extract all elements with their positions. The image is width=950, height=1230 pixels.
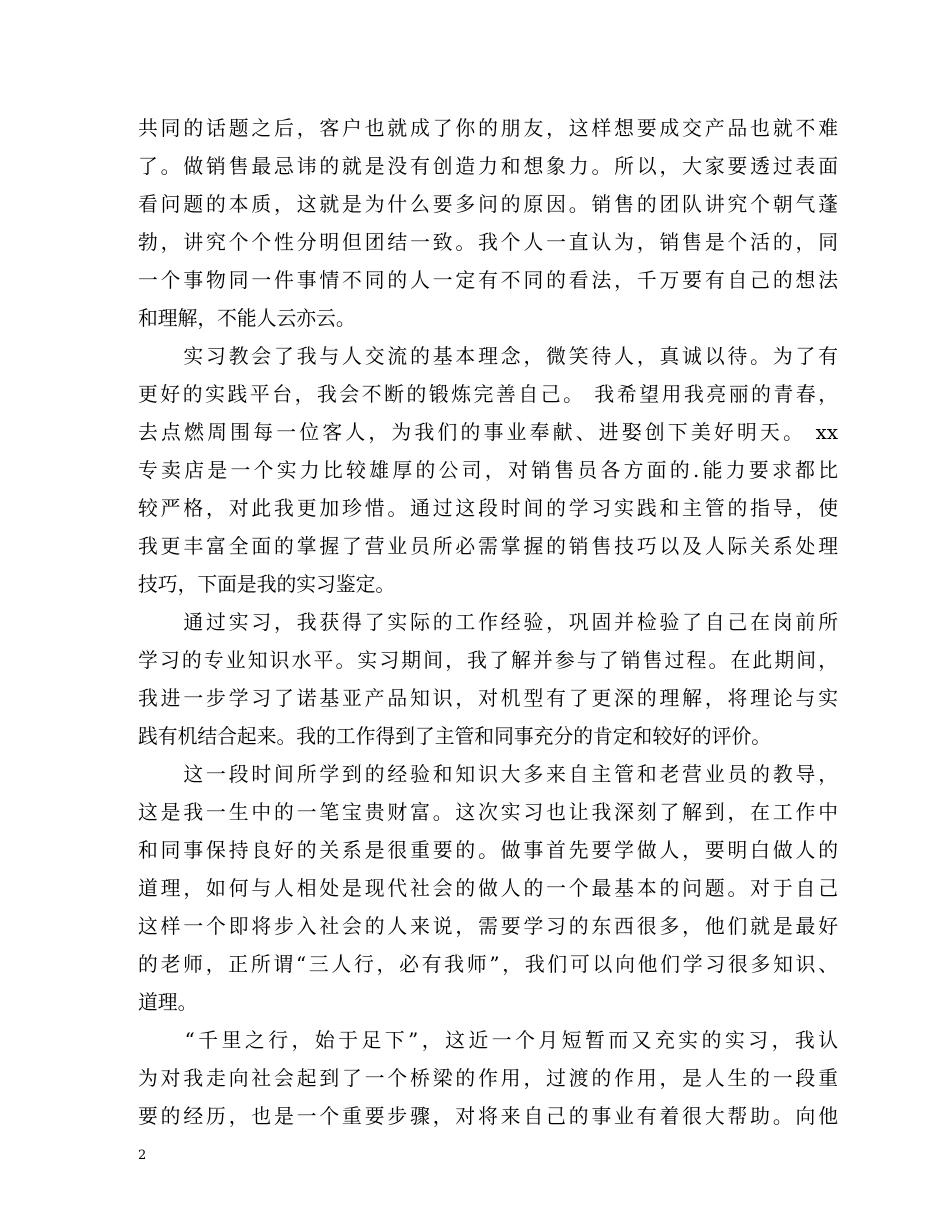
text-line: 较严格，对此我更加珍惜。通过这段时间的学习实践和主管的指导，使 (138, 497, 838, 520)
text-line: 和理解，不能人云亦云。 (138, 307, 356, 330)
text-line: 这样一个即将步入社会的人来说，需要学习的东西很多，他们就是最好 (138, 915, 838, 938)
text-line: 我进一步学习了诺基亚产品知识，对机型有了更深的理解，将理论与实 (138, 687, 838, 710)
text-line: 共同的话题之后，客户也就成了你的朋友，这样想要成交产品也就不难 (138, 117, 838, 140)
text-line: 一个事物同一件事情不同的人一定有不同的看法，千万要有自己的想法 (138, 269, 838, 292)
text-line: 我更丰富全面的掌握了营业员所必需掌握的销售技巧以及人际关系处理 (138, 535, 838, 558)
text-line: “千里之行，始于足下”，这近一个月短暂而又充实的实习，我认 (138, 1029, 838, 1052)
text-line: 道理。 (138, 991, 198, 1014)
text-line: 的老师，正所谓“三人行，必有我师”，我们可以向他们学习很多知识、 (138, 953, 838, 976)
text-line: 要的经历，也是一个重要步骤，对将来自己的事业有着很大帮助。向他 (138, 1105, 838, 1128)
text-line: 通过实习，我获得了实际的工作经验，巩固并检验了自己在岗前所 (138, 611, 838, 634)
text-line: 和同事保持良好的关系是很重要的。做事首先要学做人，要明白做人的 (138, 839, 838, 862)
text-line: 实习教会了我与人交流的基本理念，微笑待人，真诚以待。为了有 (138, 345, 838, 368)
text-line: 专卖店是一个实力比较雄厚的公司，对销售员各方面的.能力要求都比 (138, 459, 838, 482)
text-line: 践有机结合起来。我的工作得到了主管和同事充分的肯定和较好的评价。 (138, 725, 772, 748)
text-line: 为对我走向社会起到了一个桥梁的作用，过渡的作用，是人生的一段重 (138, 1067, 838, 1090)
text-line: 更好的实践平台，我会不断的锻炼完善自己。 我希望用我亮丽的青春， (138, 383, 838, 406)
text-line: 去点燃周围每一位客人，为我们的事业奉献、进娶创下美好明天。 xx (138, 421, 838, 444)
text-line: 这是我一生中的一笔宝贵财富。这次实习也让我深刻了解到，在工作中 (138, 801, 838, 824)
text-line: 看问题的本质，这就是为什么要多问的原因。销售的团队讲究个朝气蓬 (138, 193, 838, 216)
text-line: 了。做销售最忌讳的就是没有创造力和想象力。所以，大家要透过表面 (138, 155, 838, 178)
text-line: 道理，如何与人相处是现代社会的做人的一个最基本的问题。对于自己 (138, 877, 838, 900)
text-line: 技巧，下面是我的实习鉴定。 (138, 573, 396, 596)
text-line: 学习的专业知识水平。实习期间，我了解并参与了销售过程。在此期间， (138, 649, 838, 672)
text-line: 这一段时间所学到的经验和知识大多来自主管和老营业员的教导， (138, 763, 838, 786)
page-number: 2 (138, 1148, 147, 1163)
text-line: 勃，讲究个个性分明但团结一致。我个人一直认为，销售是个活的，同 (138, 231, 838, 254)
document-body (138, 110, 838, 1136)
